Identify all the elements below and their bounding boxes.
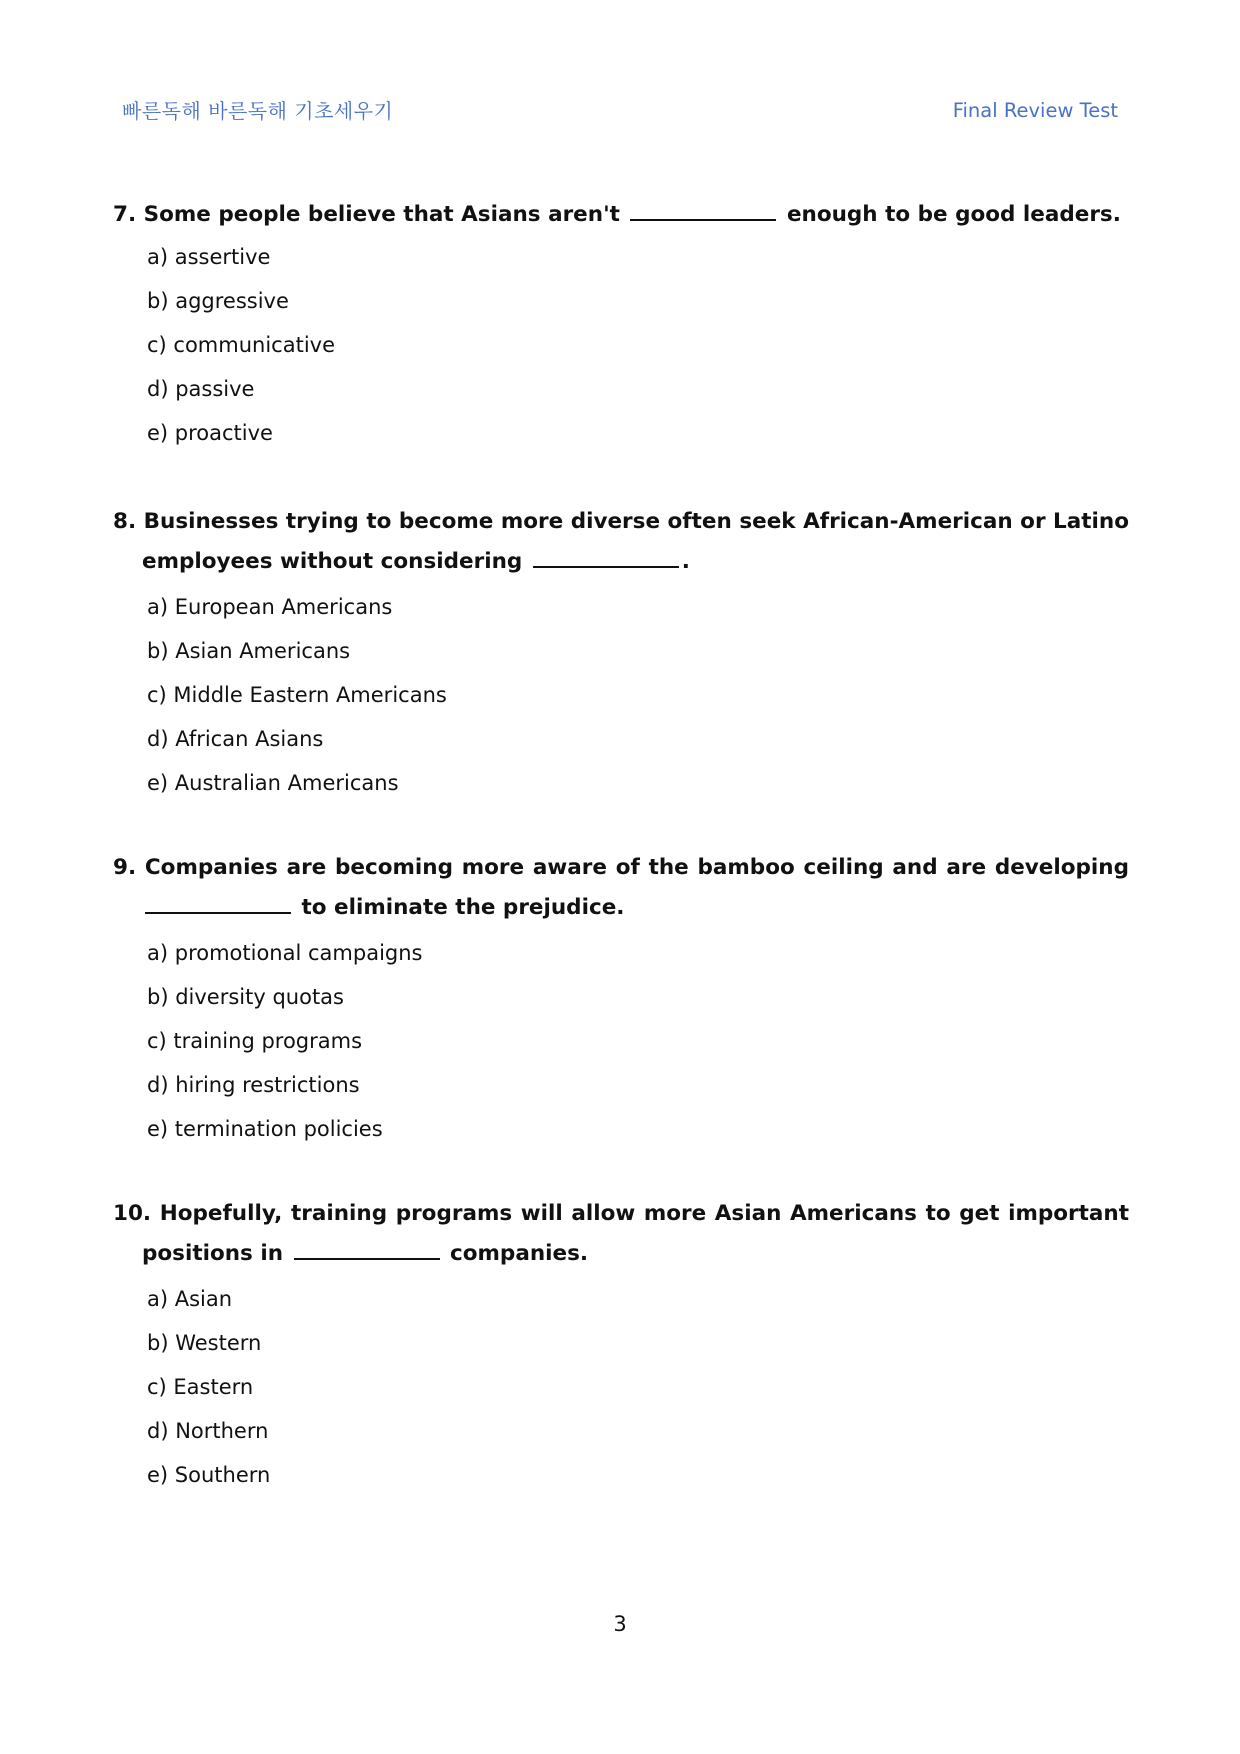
header-section-title: Final Review Test — [952, 99, 1118, 122]
option-c[interactable]: c) Middle Eastern Americans — [147, 683, 447, 707]
header-book-title: 빠른독해 바른독해 기초세우기 — [122, 99, 394, 123]
option-a[interactable]: a) promotional campaigns — [147, 941, 423, 965]
option-list — [113, 1277, 1129, 1497]
stem-text-after: . — [681, 548, 690, 574]
answer-blank — [630, 197, 776, 221]
option-b[interactable]: b) aggressive — [147, 288, 289, 313]
option-e[interactable]: e) proactive — [147, 420, 273, 445]
stem-text-before: Businesses trying to become more diverse often seek African-American or Latino employees without considering — [142, 509, 1129, 574]
question-stem — [113, 195, 1129, 235]
option-list — [113, 235, 1129, 455]
stem-text-after: companies. — [450, 1240, 589, 1266]
option-c[interactable]: c) training programs — [147, 1029, 363, 1053]
option-d[interactable]: d) Northern — [147, 1419, 269, 1443]
question-9 — [113, 848, 1129, 1151]
option-e[interactable]: e) Southern — [147, 1463, 271, 1487]
answer-blank — [533, 544, 679, 568]
option-e[interactable]: e) termination policies — [147, 1117, 383, 1141]
stem-text-before: Some people believe that Asians aren't — [143, 202, 620, 227]
option-b[interactable]: b) diversity quotas — [147, 985, 344, 1009]
option-c[interactable]: c) Eastern — [147, 1375, 254, 1399]
option-c[interactable]: c) communicative — [147, 332, 336, 357]
option-d[interactable]: d) African Asians — [147, 727, 324, 751]
page-number: 3 — [613, 1612, 627, 1636]
option-d[interactable]: d) hiring restrictions — [147, 1073, 360, 1097]
option-a[interactable]: a) assertive — [147, 244, 271, 269]
option-list — [113, 585, 1129, 805]
page-header — [122, 95, 1118, 127]
question-number: 8. — [113, 509, 137, 534]
question-number: 9. — [113, 855, 137, 880]
answer-blank — [294, 1236, 440, 1260]
stem-text-after: to eliminate the prejudice. — [301, 894, 625, 920]
question-7 — [113, 195, 1129, 455]
stem-text-before: Companies are becoming more aware of the bamboo ceiling and are developing — [144, 855, 1129, 880]
question-stem — [113, 502, 1129, 581]
option-a[interactable]: a) European Americans — [147, 595, 393, 619]
question-8 — [113, 502, 1129, 805]
stem-text-before: Hopefully, training programs will allow more Asian Americans to get important positions in — [142, 1201, 1129, 1266]
question-number: 7. — [113, 202, 137, 227]
question-stem — [113, 1194, 1129, 1273]
option-d[interactable]: d) passive — [147, 376, 255, 401]
option-a[interactable]: a) Asian — [147, 1287, 233, 1311]
question-number: 10. — [113, 1201, 152, 1226]
option-b[interactable]: b) Asian Americans — [147, 639, 351, 663]
option-b[interactable]: b) Western — [147, 1331, 262, 1355]
stem-text-after: enough to be good leaders. — [786, 202, 1121, 227]
option-e[interactable]: e) Australian Americans — [147, 771, 399, 795]
question-10 — [113, 1194, 1129, 1497]
option-list — [113, 931, 1129, 1151]
question-stem — [113, 848, 1129, 927]
answer-blank — [145, 890, 291, 914]
